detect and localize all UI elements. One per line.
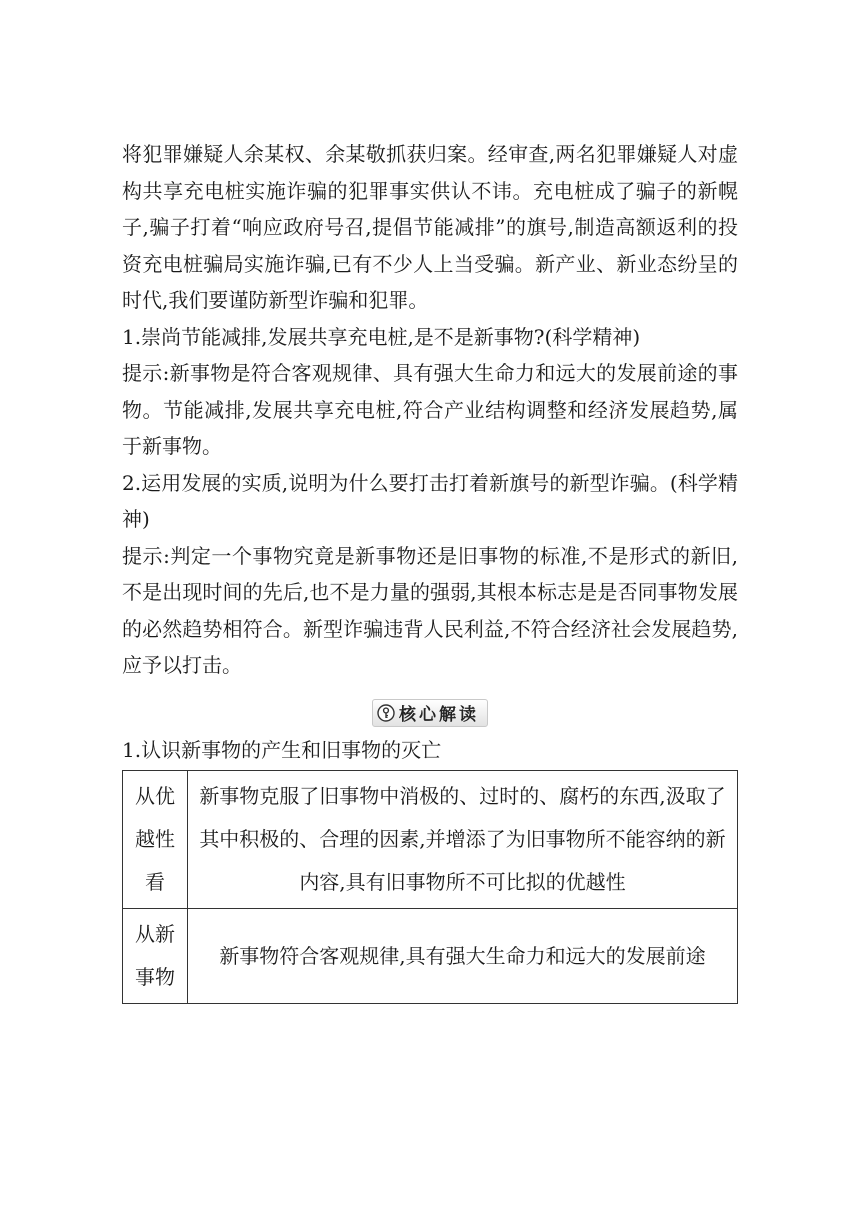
hint-2: 提示:判定一个事物究竟是新事物还是旧事物的标准,不是形式的新旧,不是出现时间的先后,也不是力量的强弱,其根本标志是是否同事物发展的必然趋势相符合。新型诈骗违背人民利益,不符合经济社会发展趋势,应予以打击。 — [122, 543, 738, 677]
hint-1: 提示:新事物是符合客观规律、具有强大生命力和远大的发展前途的事物。节能减排,发展共享充电桩,符合产业结构调整和经济发展趋势,属于新事物。 — [122, 361, 738, 458]
row-header: 从新事物 — [123, 909, 188, 1004]
row-content: 新事物克服了旧事物中消极的、过时的、腐朽的东西,汲取了其中积极的、合理的因素,并增添了为旧事物所不能容纳的新内容,具有旧事物所不可比拟的优越性 — [188, 771, 738, 909]
intro-paragraph: 将犯罪嫌疑人余某权、余某敬抓获归案。经审查,两名犯罪嫌疑人对虚构共享充电桩实施诈骗的犯罪事实供认不讳。充电桩成了骗子的新幌子,骗子打着“响应政府号召,提倡节能减排”的旗号,制造高额返利的投资充电桩骗局实施诈骗,已有不少人上当受骗。新产业、新业态纷呈的时代,我们要谨防新型诈骗和犯罪。 — [122, 142, 738, 312]
reading-table — [122, 770, 738, 1004]
question-2: 2.运用发展的实质,说明为什么要打击打着新旗号的新型诈骗。(科学精神) — [122, 470, 738, 531]
document-page — [122, 136, 738, 1004]
section-header — [122, 698, 738, 728]
subheading: 1.认识新事物的产生和旧事物的灭亡 — [122, 737, 442, 762]
row-header: 从优越性看 — [123, 771, 188, 909]
question-1: 1.崇尚节能减排,发展共享充电桩,是不是新事物?(科学精神) — [122, 324, 641, 349]
section-badge — [372, 699, 488, 727]
key-icon — [377, 704, 395, 722]
table-row — [123, 909, 738, 1004]
row-content: 新事物符合客观规律,具有强大生命力和远大的发展前途 — [188, 909, 738, 1004]
table-row — [123, 771, 738, 909]
section-title: 核心解读 — [399, 705, 479, 725]
